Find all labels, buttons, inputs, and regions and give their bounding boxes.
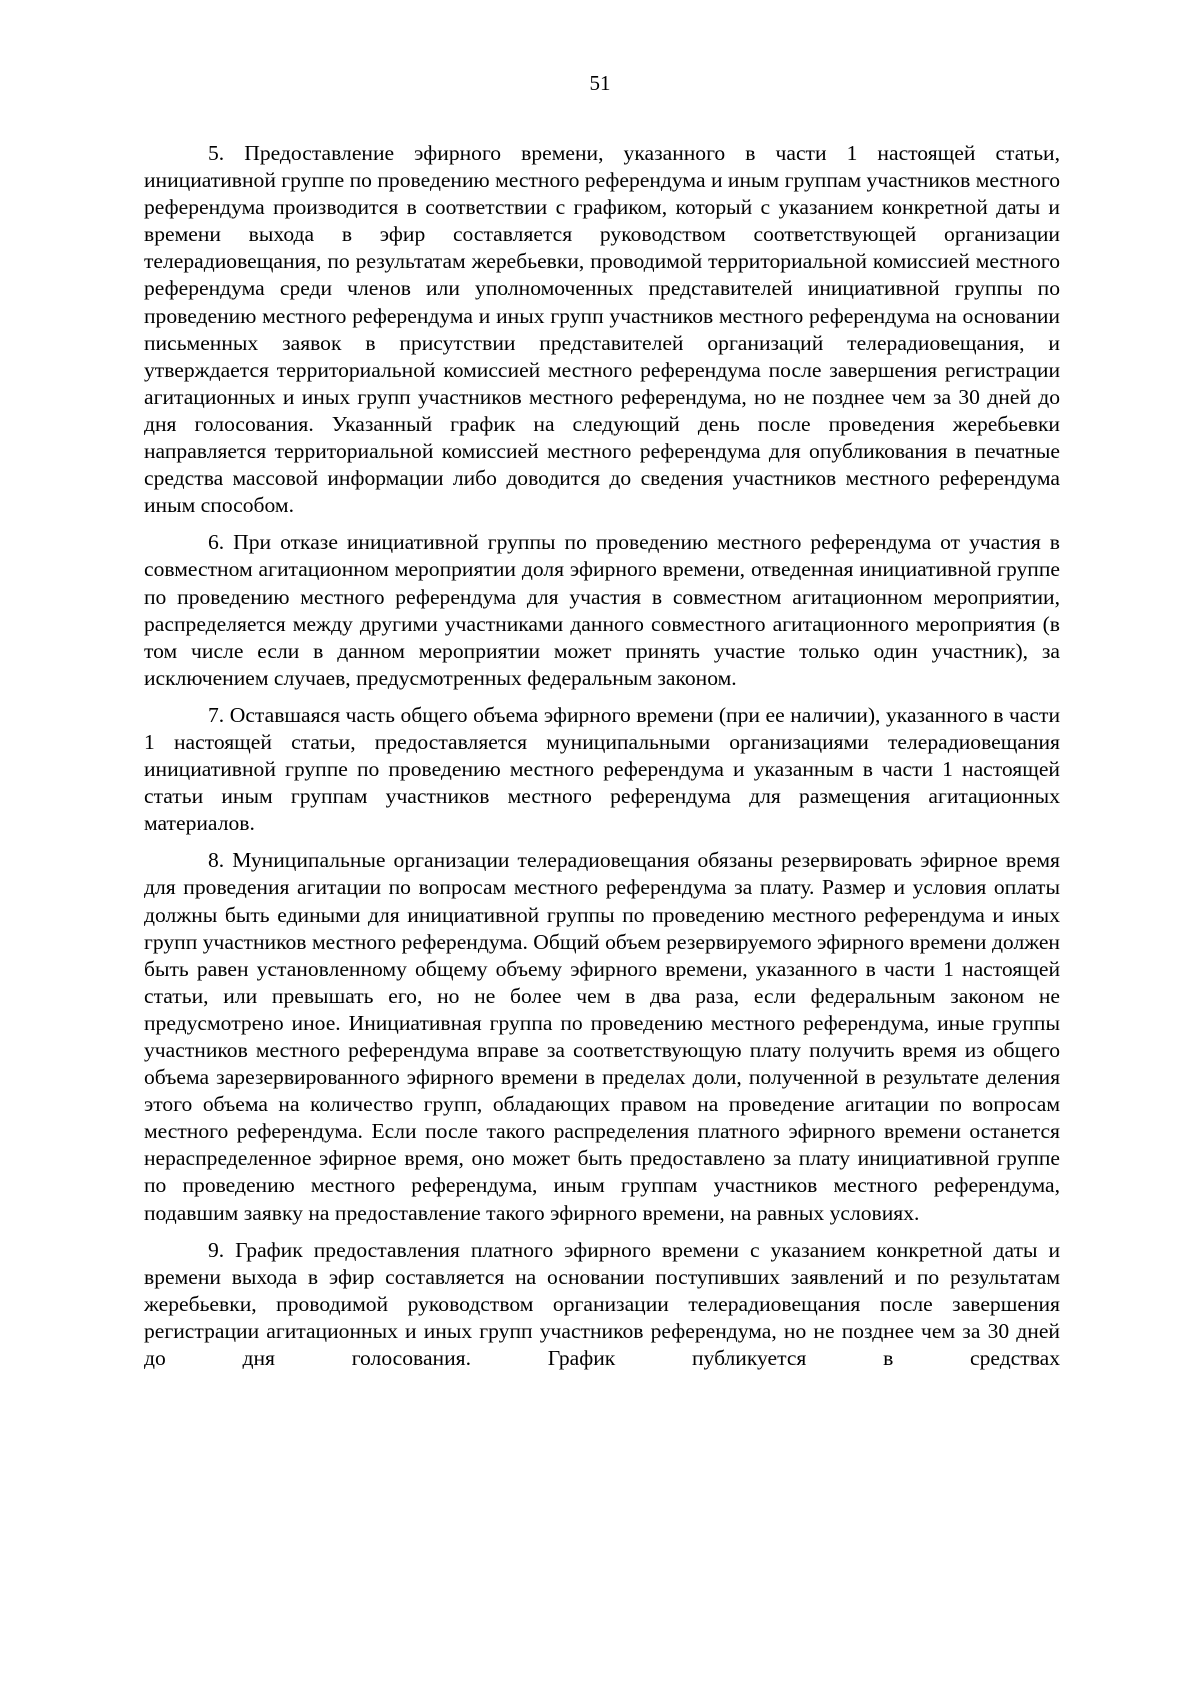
paragraph-8: 8. Муниципальные организации телерадиовещания обязаны резервировать эфирное время для проведения агитации по вопросам местного референдума за плату. Размер и условия оплаты должны быть едиными для инициативной группы по проведению местного референдума и иных групп участников местного референдума. Общий объем резервируемого эфирного времени должен быть равен установленному общему объему эфирного времени, указанного в части 1 настоящей статьи, или превышать его, но не более чем в два раза, если федеральным законом не предусмотрено иное. Инициативная группа по проведению местного референдума, иные группы участников местного референдума вправе за соответствующую плату получить время из общего объема зарезервированного эфирного времени в пределах доли, полученной в результате деления этого объема на количество групп, обладающих правом на проведение агитации по вопросам местного референдума. Если после такого распределения платного эфирного времени останется нераспределенное эфирное время, оно может быть предоставлено за плату инициативной группе по проведению местного референдума, иным группам участников местного референдума, подавшим заявку на предоставление такого эфирного времени, на равных условиях. (144, 848, 1060, 1225)
document-body (144, 140, 1060, 1372)
paragraph-7: 7. Оставшаяся часть общего объема эфирного времени (при ее наличии), указанного в части 1 настоящей статьи, предоставляется муниципальными организациями телерадиовещания инициативной группе по проведению местного референдума и указанным в части 1 настоящей статьи иным группам участников местного референдума для размещения агитационных материалов. (144, 702, 1060, 836)
page-number: 51 (589, 71, 611, 95)
paragraph-6: 6. При отказе инициативной группы по проведению местного референдума от участия в совместном агитационном мероприятии доля эфирного времени, отведенная инициативной группе по проведению местного референдума для участия в совместном агитационном мероприятии, распределяется между другими участниками данного совместного агитационного мероприятия (в том числе если в данном мероприятии может принять участие только один участник), за исключением случаев, предусмотренных федеральным законом. (144, 530, 1060, 690)
paragraph-9: 9. График предоставления платного эфирного времени с указанием конкретной даты и времени выхода в эфир составляется на основании поступивших заявлений и по результатам жеребьевки, проводимой руководством организации телерадиовещания после завершения регистрации агитационных и иных групп участников референдума, но не позднее чем за 30 дней до дня голосования. График публикуется в средствах (144, 1237, 1060, 1371)
paragraph-5: 5. Предоставление эфирного времени, указанного в части 1 настоящей статьи, инициативной группе по проведению местного референдума и иным группам участников местного референдума производится в соответствии с графиком, который с указанием конкретной даты и времени выхода в эфир составляется руководством соответствующей организации телерадиовещания, по результатам жеребьевки, проводимой территориальной комиссией местного референдума среди членов или уполномоченных представителей инициативной группы по проведению местного референдума и иных групп участников местного референдума на основании письменных заявок в присутствии представителей организаций телерадиовещания, и утверждается территориальной комиссией местного референдума после завершения регистрации агитационных и иных групп участников местного референдума, но не позднее чем за 30 дней до дня голосования. Указанный график на следующий день после проведения жеребьевки направляется территориальной комиссией местного референдума для опубликования в печатные средства массовой информации либо доводится до сведения участников местного референдума иным способом. (144, 141, 1060, 518)
